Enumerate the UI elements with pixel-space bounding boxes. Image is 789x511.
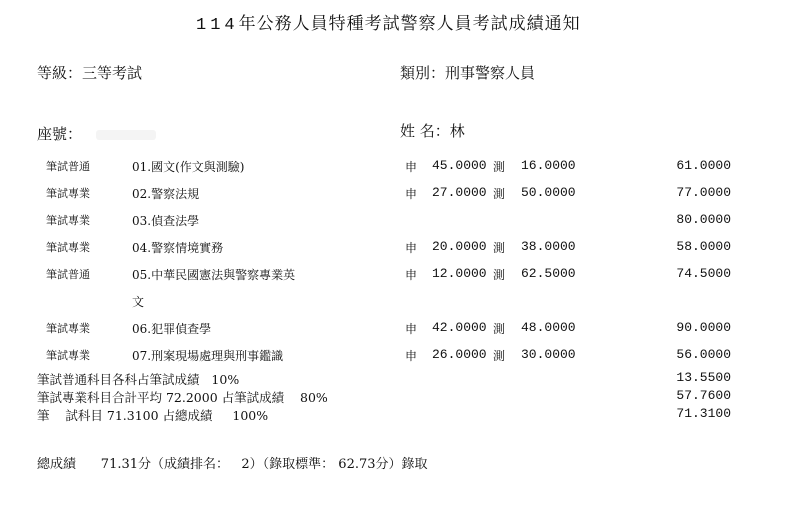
part-score-1: 45.0000 — [432, 158, 487, 173]
candidate-name: 姓 名：林 — [400, 122, 465, 140]
part-score-1: 20.0000 — [432, 239, 487, 254]
subject-category: 筆試專業 — [46, 241, 90, 254]
subject-name: 04.警察情境實務 — [132, 241, 224, 255]
title-text: 年公務人員特種考試警察人員考試成績通知 — [238, 14, 581, 34]
table-row — [0, 182, 789, 202]
seat-number — [37, 127, 156, 142]
subject-category: 筆試專業 — [46, 349, 90, 362]
summary-text: 筆 試科目 71.3100 占總成績 100% — [37, 408, 269, 423]
part-score-2: 38.0000 — [521, 239, 576, 254]
part-mark-1: 申 — [405, 322, 418, 336]
part-mark-1: 申 — [405, 160, 418, 174]
part-mark-1: 申 — [405, 349, 418, 363]
subject-name: 03.偵查法學 — [132, 214, 200, 228]
part-mark-1: 申 — [405, 187, 418, 201]
subject-name: 文 — [132, 295, 145, 309]
subject-total: 74.5000 — [676, 266, 731, 281]
page-title — [196, 16, 581, 34]
subject-name: 06.犯罪偵查學 — [132, 322, 212, 336]
table-row — [0, 290, 789, 310]
part-score-1: 12.0000 — [432, 266, 487, 281]
summary-row — [37, 388, 737, 404]
subject-category: 筆試普通 — [46, 268, 90, 281]
part-score-2: 16.0000 — [521, 158, 576, 173]
summary-text: 筆試普通科目各科占筆試成績 10% — [37, 372, 240, 387]
summary-value: 71.3100 — [676, 406, 731, 421]
summary-row — [37, 370, 737, 386]
subject-total: 77.0000 — [676, 185, 731, 200]
part-mark-2: 測 — [493, 268, 506, 282]
table-row — [0, 263, 789, 283]
part-mark-1: 申 — [405, 268, 418, 282]
part-mark-2: 測 — [493, 322, 506, 336]
summary-text: 筆試專業科目合計平均 72.2000 占筆試成績 80% — [37, 390, 328, 405]
seat-label: 座號： — [37, 125, 83, 143]
summary-value: 13.5500 — [676, 370, 731, 385]
subject-name: 01.國文(作文與測驗) — [132, 160, 245, 174]
subject-total: 80.0000 — [676, 212, 731, 227]
part-mark-2: 測 — [493, 160, 506, 174]
part-score-2: 30.0000 — [521, 347, 576, 362]
subject-name: 07.刑案現場處理與刑事鑑識 — [132, 349, 284, 363]
subject-total: 90.0000 — [676, 320, 731, 335]
part-score-2: 50.0000 — [521, 185, 576, 200]
table-row — [0, 317, 789, 337]
table-row — [0, 344, 789, 364]
category-label: 類別：刑事警察人員 — [400, 64, 536, 82]
subject-name: 02.警察法規 — [132, 187, 200, 201]
table-row — [0, 209, 789, 229]
subject-category: 筆試專業 — [46, 214, 90, 227]
seat-redacted — [96, 130, 156, 140]
part-mark-2: 測 — [493, 187, 506, 201]
subject-category: 筆試專業 — [46, 187, 90, 200]
subject-total: 58.0000 — [676, 239, 731, 254]
summary-value: 57.7600 — [676, 388, 731, 403]
part-mark-1: 申 — [405, 241, 418, 255]
grade-label: 等級：三等考試 — [37, 64, 143, 82]
part-mark-2: 測 — [493, 241, 506, 255]
exam-year: 114 — [196, 16, 239, 35]
table-row — [0, 236, 789, 256]
summary-row — [37, 406, 737, 422]
part-score-1: 26.0000 — [432, 347, 487, 362]
subject-total: 56.0000 — [676, 347, 731, 362]
part-score-2: 62.5000 — [521, 266, 576, 281]
part-score-1: 27.0000 — [432, 185, 487, 200]
part-score-1: 42.0000 — [432, 320, 487, 335]
part-score-2: 48.0000 — [521, 320, 576, 335]
table-row — [0, 155, 789, 175]
subject-total: 61.0000 — [676, 158, 731, 173]
final-result: 總成績 71.31分（成績排名： 2）（錄取標準： 62.73分）錄取 — [37, 457, 428, 472]
subject-name: 05.中華民國憲法與警察專業英 — [132, 268, 296, 282]
part-mark-2: 測 — [493, 349, 506, 363]
subject-category: 筆試專業 — [46, 322, 90, 335]
subject-category: 筆試普通 — [46, 160, 90, 173]
